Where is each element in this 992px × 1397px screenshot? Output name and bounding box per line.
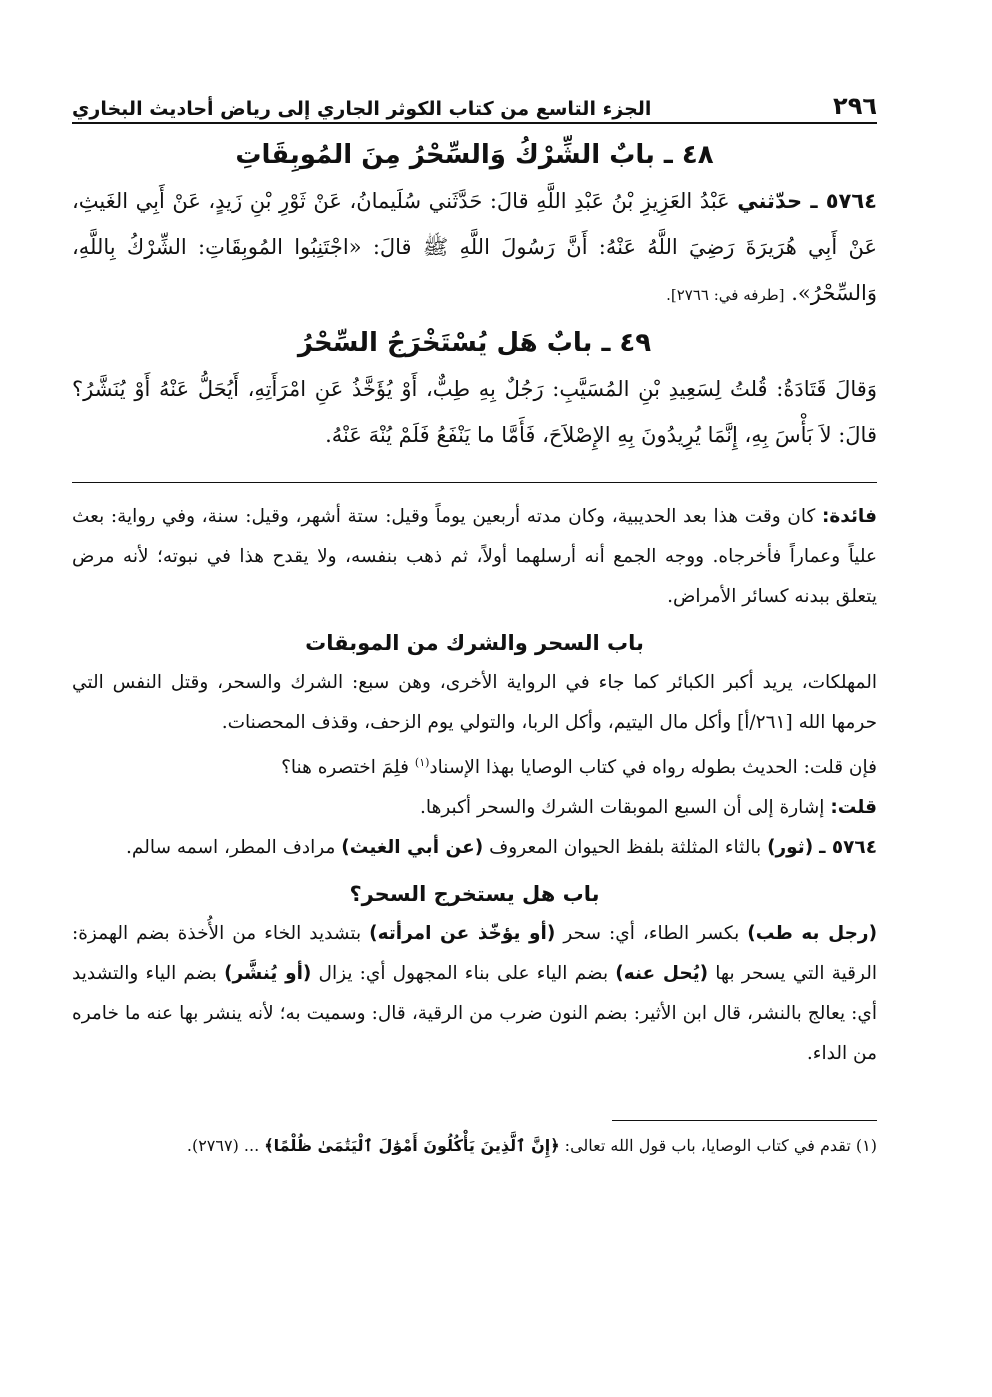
chapter-49-title: ٤٩ ـ بابٌ هَل يُسْتَخْرَجُ السِّحْرُ — [297, 328, 652, 358]
footnote-text: تقدم في كتاب الوصايا، باب قول الله تعالى: — [564, 1136, 851, 1156]
qult-label: قلت: — [830, 797, 877, 819]
para2-text: فإن قلت: الحديث بطوله رواه في كتاب الوصايا بهذا الإسناد — [429, 757, 877, 779]
book-title: الجزء التاسع من كتاب الكوثر الجاري إلى رياض أحاديث البخاري — [72, 98, 652, 120]
footnote-quran: ﴿إِنَّ ٱلَّذِينَ يَأْكُلُونَ أَمْوَٰلَ ٱلْيَتَٰمَىٰ ظُلْمًا﴾ — [264, 1136, 560, 1156]
footnote-marker: (١) — [855, 1136, 877, 1156]
footnote-1 — [72, 1131, 877, 1161]
footnote-ref-number: ... (٢٧٦٧). — [186, 1136, 260, 1156]
para4-term-abi-ghayth: (عن أبي الغيث) — [341, 837, 484, 859]
commentary-para-3 — [72, 788, 877, 828]
commentary-heading-1: باب السحر والشرك من الموبقات — [305, 631, 644, 655]
commentary-para-1: المهلكات، يريد أكبر الكبائر كما جاء في الرواية الأخرى، وهن سبع: الشرك والسحر، وقتل النفس التي حرمها الله [٢٦١/أ] وأكل مال اليتيم، وأكل الربا، والتولي يوم الزحف، وقذف المحصنات. — [72, 672, 877, 733]
cross-reference: [طرفه في: ٢٧٦٦]. — [666, 286, 785, 304]
p5-text-4: بضم الياء والتشديد أي: يعالج بالنشر، قال ابن الأثير: بضم النون ضرب من الرقية، قال: وسميت به؛ لأنه ينشر بها عنه ما خامره من الداء. — [72, 963, 877, 1065]
para4-number: ٥٧٦٤ ـ — [819, 837, 877, 859]
p5-term-3: (يُحل عنه) — [615, 963, 709, 985]
para4-text-1: بالثاء المثلثة بلفظ الحيوان المعروف — [489, 837, 762, 859]
faida-text: كان وقت هذا بعد الحديبية، وكان مدته أربعين يوماً وقيل: ستة أشهر، وقيل: سنة، وفي رواية: بعث علياً وعماراً فأخرجاه. ووجه الجمع أنه أرسلهما أولاً، ثم ذهب بنفسه، ولا يقدح هذا في نبوته؛ لأنه مرض يتعلق ببدنه كسائر الأمراض. — [72, 506, 877, 607]
faida-paragraph — [72, 497, 877, 617]
p5-text-2: بتشديد الخاء من الأُخذة بضم الهمزة: الرقية التي يسحر بها — [72, 923, 877, 985]
commentary-heading-2: باب هل يستخرج السحر؟ — [349, 882, 600, 907]
para2-end: فلِمَ اختصره هنا؟ — [281, 757, 415, 779]
commentary-para-2 — [72, 743, 877, 788]
commentary-para-4 — [72, 828, 877, 868]
running-header — [72, 80, 877, 124]
para3-text: إشارة إلى أن السبع الموبقات الشرك والسحر أكبرها. — [420, 797, 825, 819]
hadith-text: عَبْدُ العَزِيزِ بْنُ عَبْدِ اللَّهِ قالَ: حَدَّثَني سُلَيمانُ، عَنْ ثَوْرِ بْنِ زَيدٍ، عَنْ أَبِي الغَيثِ، عَنْ أَبِي هُرَيرَةَ رَضِيَ اللَّهُ عَنْهُ: أَنَّ رَسُولَ اللَّهِ ﷺ قالَ: «اجْتَنِبُوا المُوبِقَاتِ: الشِّرْكُ بِاللَّهِ، وَالسِّحْرُ». — [72, 189, 877, 305]
footnote-rule — [612, 1120, 877, 1121]
p5-term-1: (رجل به طب) — [747, 923, 878, 945]
commentary-para-5 — [72, 914, 877, 1074]
faida-label: فائدة: — [821, 506, 877, 527]
p5-text-1: بكسر الطاء، أي: سحر — [563, 923, 740, 945]
para4-term-thawr: (ثور) — [767, 837, 814, 859]
chapter-48-title: ٤٨ ـ بابٌ الشِّرْكُ وَالسِّحْرُ مِنَ المُوبِقَاتِ — [235, 140, 714, 170]
book-page — [72, 80, 877, 1377]
p5-text-3: بضم الياء على بناء المجهول أي: يزال — [318, 963, 609, 985]
page-number: ٢٩٦ — [833, 92, 877, 120]
footnote-ref[interactable]: (١) — [414, 756, 430, 769]
p5-term-4: (أو يُنشَّر) — [224, 963, 312, 985]
hadith-number: ٥٧٦٤ ـ حدّثني — [737, 189, 877, 213]
p5-term-2: (أو يؤخّذ عن امرأته) — [369, 923, 556, 945]
hadith-5764 — [72, 178, 877, 318]
para4-text-2: مرادف المطر، اسمه سالم. — [126, 837, 336, 859]
qatada-text: وَقالَ قَتَادَةُ: قُلتُ لِسَعِيدِ بْنِ المُسَيَّبِ: رَجُلٌ بِهِ طِبٌّ، أَوْ يُؤَخَّذُ عَنِ امْرَأَتِهِ، أَيُحَلُّ عَنْهُ أَوْ يُنَشَّرُ؟ قالَ: لاَ بَأْسَ بِهِ، إِنَّمَا يُرِيدُونَ بِهِ الإِصْلاَحَ، فَأَمَّا ما يَنْفَعُ فَلَمْ يُنْهَ عَنْهُ. — [72, 377, 877, 447]
commentary-divider — [72, 482, 877, 483]
